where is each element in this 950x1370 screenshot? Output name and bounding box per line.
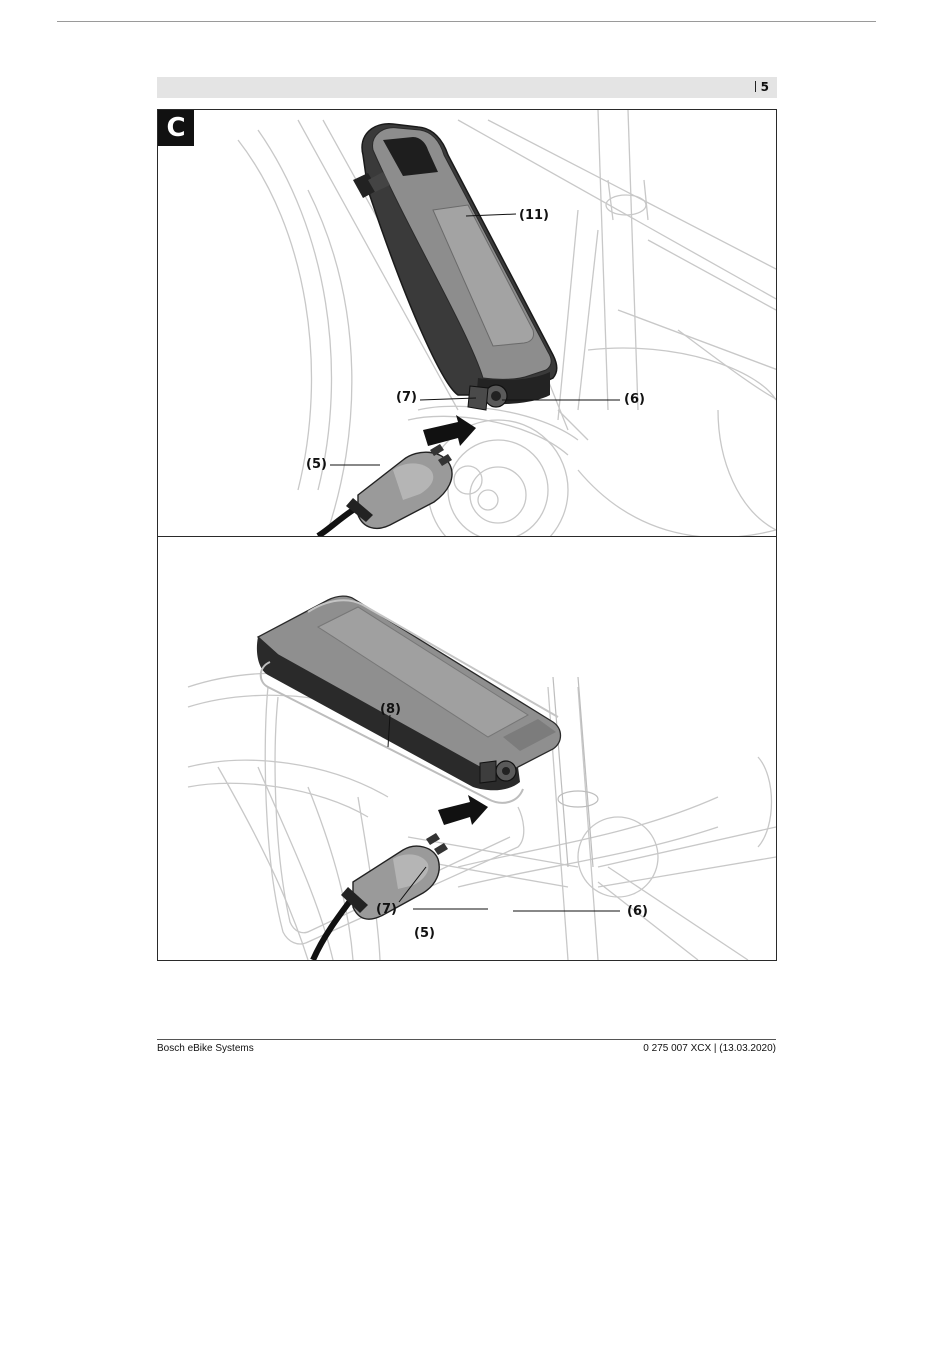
callout-5-top: (5) [306,457,327,472]
callout-7-bottom: (7) [376,902,397,917]
page-number-text: 5 [760,80,769,94]
frame-battery-illustration [158,110,776,536]
callout-7-top: (7) [396,390,417,405]
top-panel [158,110,776,536]
callout-11: (11) [519,208,549,223]
callout-8: (8) [380,702,401,717]
callout-6-top: (6) [624,392,645,407]
footer-rule [157,1039,776,1040]
callout-5-bottom: (5) [414,926,435,941]
figure-letter: C [158,110,194,146]
top-rule [57,21,876,22]
page-number [755,80,769,95]
header-bar [157,77,777,98]
callout-6-bottom: (6) [627,904,648,919]
rack-battery-illustration [158,537,776,960]
footer-right: 0 275 007 XCX | (13.03.2020) [643,1043,776,1054]
footer-left: Bosch eBike Systems [157,1043,254,1054]
figure-c [157,109,777,961]
bottom-panel [158,537,776,960]
